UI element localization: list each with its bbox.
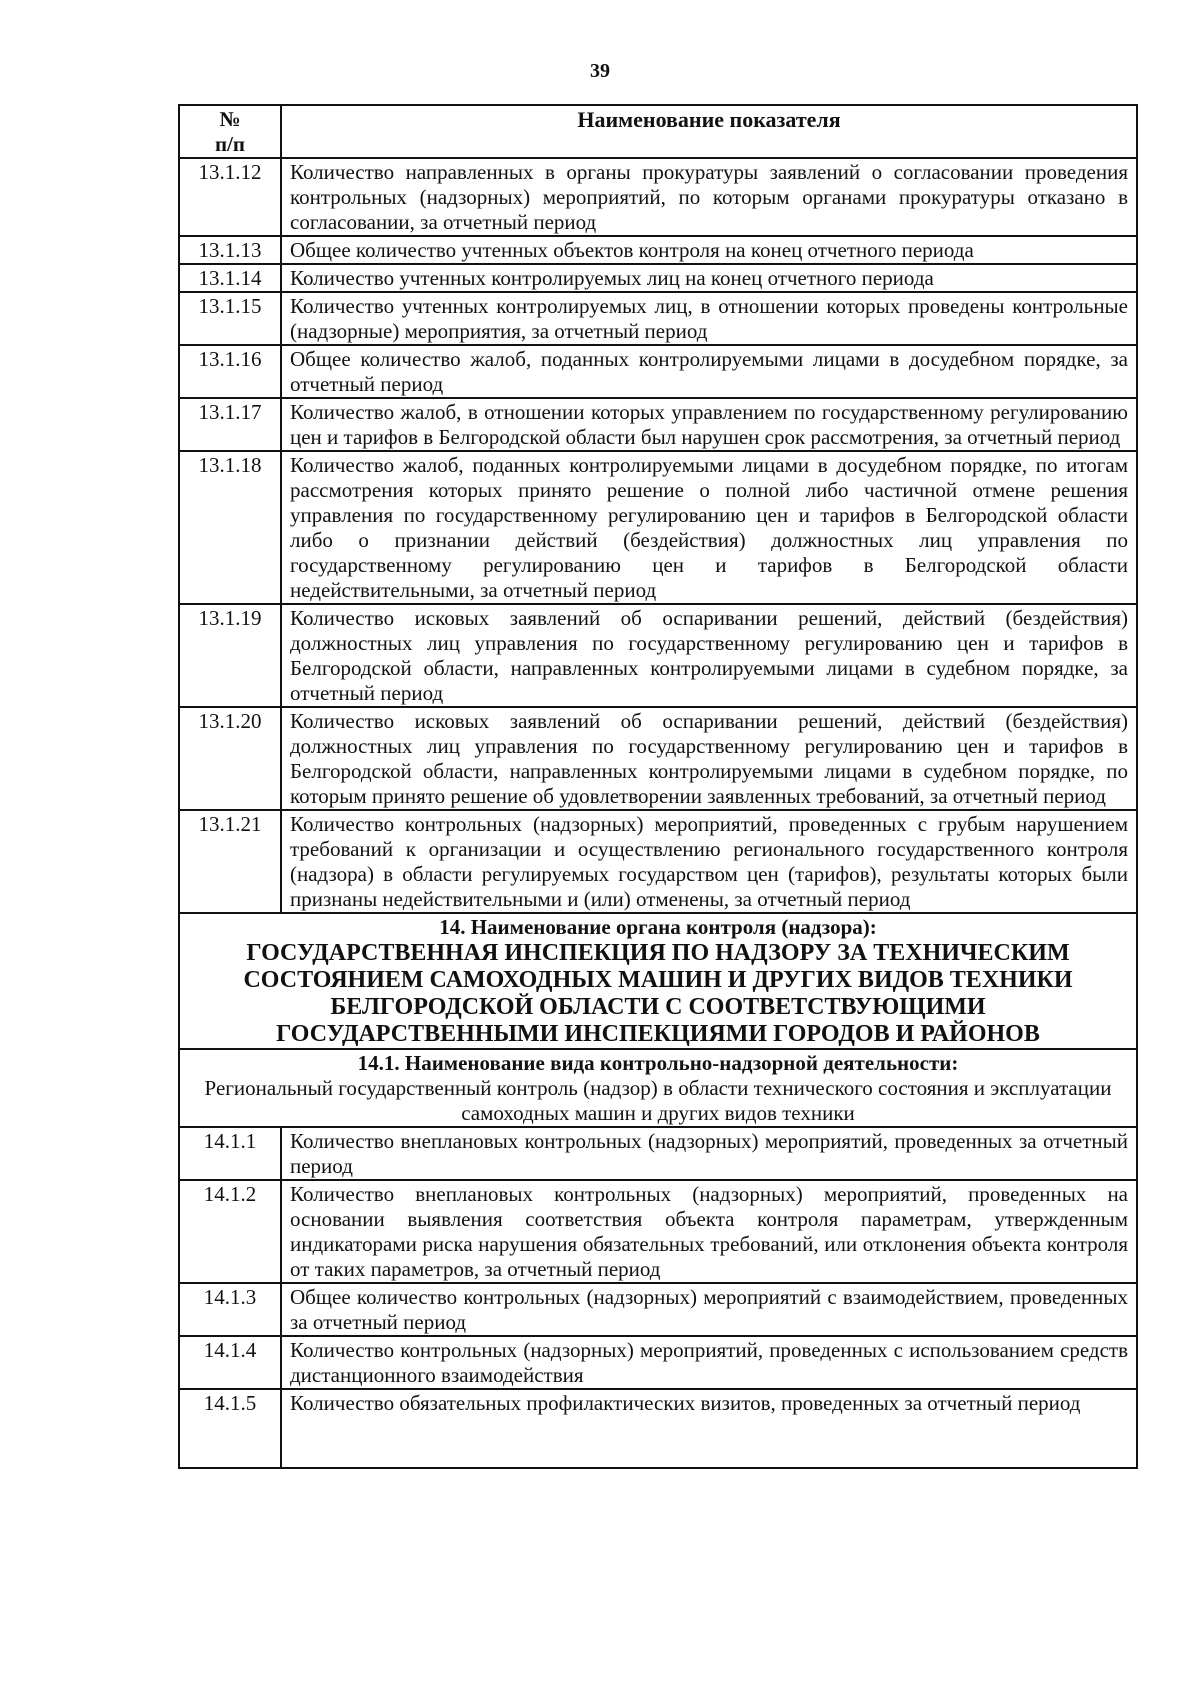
row-number: 13.1.14 [179,264,281,292]
table-row [179,398,1137,451]
row-number: 13.1.13 [179,236,281,264]
row-number: 13.1.16 [179,345,281,398]
table-row [179,345,1137,398]
column-header-name: Наименование показателя [281,105,1137,158]
row-number: 13.1.20 [179,707,281,810]
row-text: Общее количество учтенных объектов контроля на конец отчетного периода [281,236,1137,264]
indicators-table [178,104,1138,1469]
row-number: 13.1.21 [179,810,281,913]
subsection-description: Региональный государственный контроль (надзор) в области технического состояния и эксплуатации самоходных машин и других видов техники [204,1076,1112,1125]
row-text: Количество учтенных контролируемых лиц, в отношении которых проведены контрольные (надзорные) мероприятия, за отчетный период [281,292,1137,345]
row-text: Общее количество жалоб, поданных контролируемыми лицами в досудебном порядке, за отчетный период [281,345,1137,398]
table-row [179,810,1137,913]
table-row [179,1180,1137,1283]
table-row [179,236,1137,264]
row-text: Количество контрольных (надзорных) мероприятий, проведенных с использованием средств дистанционного взаимодействия [281,1336,1137,1389]
section-header-row [179,913,1137,1049]
table-row [179,451,1137,604]
table-row [179,1283,1137,1336]
table-row [179,1389,1137,1468]
table-row [179,1127,1137,1180]
section-header [179,913,1137,1049]
row-text: Количество исковых заявлений об оспаривании решений, действий (бездействия) должностных лиц управления по государственному регулированию цен и тарифов в Белгородской области, направленных контролируемыми лицами в судебном порядке, по которым принято решение об удовлетворении заявленных требований, за отчетный период [281,707,1137,810]
subsection-header [179,1049,1137,1127]
row-number: 14.1.3 [179,1283,281,1336]
subsection-header-row [179,1049,1137,1127]
column-header-number-symbol: № [219,107,241,131]
row-number: 13.1.17 [179,398,281,451]
row-text: Количество внеплановых контрольных (надзорных) мероприятий, проведенных за отчетный период [281,1127,1137,1180]
row-number: 14.1.5 [179,1389,281,1468]
section-title: 14. Наименование органа контроля (надзора): [439,915,877,939]
column-header-number-abbr: п/п [214,132,246,156]
row-text: Количество учтенных контролируемых лиц на конец отчетного периода [281,264,1137,292]
subsection-title: 14.1. Наименование вида контрольно-надзорной деятельности: [357,1051,959,1075]
table-row [179,707,1137,810]
table-row [179,158,1137,236]
row-text: Количество контрольных (надзорных) мероприятий, проведенных с грубым нарушением требований к организации и осуществлению регионального государственного контроля (надзора) в области регулируемых государством цен (тарифов), результаты которых были признаны недействительными и (или) отменены, за отчетный период [281,810,1137,913]
row-text: Количество направленных в органы прокуратуры заявлений о согласовании проведения контрольных (надзорных) мероприятий, по которым органами прокуратуры отказано в согласовании, за отчетный период [281,158,1137,236]
column-header-number [179,105,281,158]
table-row [179,604,1137,707]
section-org-name: ГОСУДАРСТВЕННАЯ ИНСПЕКЦИЯ ПО НАДЗОРУ ЗА ТЕХНИЧЕСКИМ СОСТОЯНИЕМ САМОХОДНЫХ МАШИН И ДРУГИХ ВИДОВ ТЕХНИКИ БЕЛГОРОДСКОЙ ОБЛАСТИ С СООТВЕТСТВУЮЩИМИ ГОСУДАРСТВЕННЫМИ ИНСПЕКЦИЯМИ ГОРОДОВ И РАЙОНОВ [243,940,1073,1047]
row-number: 14.1.4 [179,1336,281,1389]
table-row [179,292,1137,345]
row-number: 14.1.2 [179,1180,281,1283]
row-number: 13.1.18 [179,451,281,604]
table-row [179,1336,1137,1389]
row-number: 13.1.19 [179,604,281,707]
row-text: Количество внеплановых контрольных (надзорных) мероприятий, проведенных на основании выявления соответствия объекта контроля параметрам, утвержденным индикаторами риска нарушения обязательных требований, или отклонения объекта контроля от таких параметров, за отчетный период [281,1180,1137,1283]
row-text: Количество жалоб, в отношении которых управлением по государственному регулированию цен и тарифов в Белгородской области был нарушен срок рассмотрения, за отчетный период [281,398,1137,451]
row-number: 13.1.15 [179,292,281,345]
table-row [179,264,1137,292]
row-text: Количество обязательных профилактических визитов, проведенных за отчетный период [281,1389,1137,1468]
row-number: 13.1.12 [179,158,281,236]
row-number: 14.1.1 [179,1127,281,1180]
row-text: Количество исковых заявлений об оспаривании решений, действий (бездействия) должностных лиц управления по государственному регулированию цен и тарифов в Белгородской области, направленных контролируемыми лицами в судебном порядке, за отчетный период [281,604,1137,707]
row-text: Количество жалоб, поданных контролируемыми лицами в досудебном порядке, по итогам рассмотрения которых принято решение о полной либо частичной отмене решения управления по государственному регулированию цен и тарифов в Белгородской области либо о признании действий (бездействия) должностных лиц управления по государственному регулированию цен и тарифов в Белгородской области недействительными, за отчетный период [281,451,1137,604]
row-text: Общее количество контрольных (надзорных) мероприятий с взаимодействием, проведенных за отчетный период [281,1283,1137,1336]
page-number: 39 [590,60,610,82]
table-header-row [179,105,1137,158]
